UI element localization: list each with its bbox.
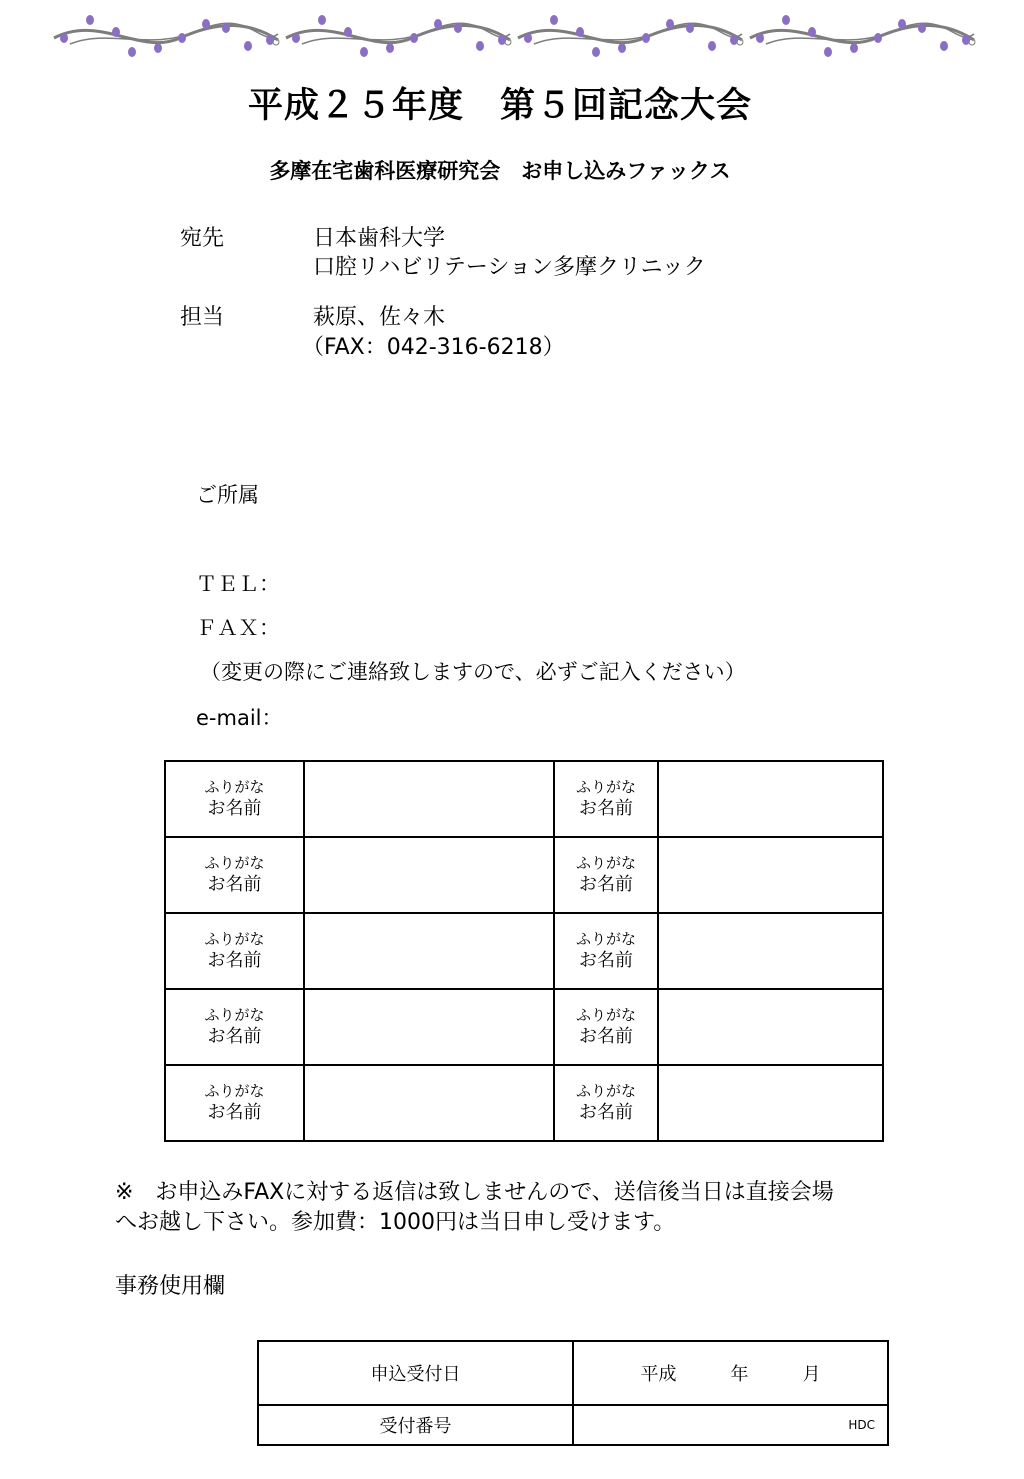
furigana-label: ふりがな (575, 930, 636, 948)
affiliation-label: ご所属 (196, 483, 259, 507)
flower-bud (178, 33, 186, 43)
flower-bud (666, 19, 674, 29)
name-label: お名前 (579, 950, 633, 971)
reply-note-line2: へお越し下さい。参加費：1000円は当日申し受けます。 (115, 1210, 676, 1235)
flower-bud (808, 27, 816, 37)
table-row (165, 989, 883, 1065)
flower-bud (454, 23, 462, 33)
flower-bud (782, 15, 790, 25)
change-note: （変更の際にご連絡致しますので、必ずご記入ください） (200, 660, 746, 684)
table-row (258, 1405, 888, 1445)
flower-bud (266, 35, 274, 45)
flower-bud (874, 33, 882, 43)
furigana-label: ふりがな (575, 1006, 636, 1024)
vine-stem (750, 25, 974, 42)
vine-stem (54, 25, 278, 42)
furigana-label: ふりがな (575, 1082, 636, 1100)
tel-label: ＴＥＬ： (196, 572, 280, 596)
flower-bud (318, 15, 326, 25)
recipient-label: 宛先 (180, 226, 225, 251)
flower-bud (476, 41, 484, 51)
flower-bud (154, 43, 162, 53)
flower-bud (618, 43, 626, 53)
received-date-field[interactable] (573, 1341, 888, 1405)
flower-bud (550, 15, 558, 25)
name-label: お名前 (207, 950, 262, 971)
office-use-table (257, 1340, 889, 1446)
era-label: 平成 (640, 1364, 677, 1385)
attendee-table (164, 760, 884, 1142)
name-input-cell[interactable] (304, 837, 554, 913)
name-input-cell[interactable] (658, 1065, 883, 1141)
reply-note-line1: ※ お申込みFAXに対する返信は致しませんので、送信後当日は直接会場 (115, 1180, 834, 1205)
flower-bud (360, 47, 368, 57)
flower-bud (410, 33, 418, 43)
page-title: 平成２５年度 第５回記念大会 (247, 86, 752, 126)
flower-bud (898, 19, 906, 29)
contact-label: 担当 (180, 305, 225, 330)
name-label: お名前 (579, 1102, 633, 1123)
flower-bud (524, 33, 532, 43)
furigana-label: ふりがな (204, 930, 265, 948)
name-label: お名前 (207, 1026, 262, 1047)
flower-bud (112, 27, 120, 37)
flower-bud (128, 47, 136, 57)
table-row (258, 1341, 888, 1405)
fax-label: ＦＡＸ： (196, 616, 280, 640)
year-label: 年 (730, 1364, 749, 1385)
flower-bud (918, 23, 926, 33)
flower-bud (576, 27, 584, 37)
name-label: お名前 (579, 1026, 633, 1047)
flower-bud (708, 41, 716, 51)
receipt-number-field[interactable] (573, 1405, 888, 1445)
name-input-cell[interactable] (658, 761, 883, 837)
furigana-label: ふりがな (575, 778, 636, 796)
name-label-cell (554, 761, 658, 837)
furigana-label: ふりがな (204, 1006, 265, 1024)
flower-bud (962, 35, 970, 45)
name-input-cell[interactable] (658, 989, 883, 1065)
flower-bud (86, 15, 94, 25)
flower-bud (344, 27, 352, 37)
name-input-cell[interactable] (658, 837, 883, 913)
flower-bud (686, 23, 694, 33)
flower-bud (202, 19, 210, 29)
recipient-line2: 口腔リハビリテーション多摩クリニック (313, 255, 706, 280)
flower-bud (386, 43, 394, 53)
flower-bud (940, 41, 948, 51)
name-input-cell[interactable] (658, 913, 883, 989)
flower-bud (498, 35, 506, 45)
name-label: お名前 (207, 874, 262, 895)
name-label: お名前 (579, 798, 633, 819)
received-date-label: 申込受付日 (258, 1341, 573, 1405)
table-row (165, 1065, 883, 1141)
page-subtitle: 多摩在宅歯科医療研究会 お申し込みファックス (269, 159, 731, 183)
name-label-cell (165, 1065, 304, 1141)
flower-bud (824, 47, 832, 57)
furigana-label: ふりがな (204, 854, 265, 872)
furigana-label: ふりがな (575, 854, 636, 872)
name-label-cell (554, 913, 658, 989)
flower-bud (850, 43, 858, 53)
month-label: 月 (802, 1364, 821, 1385)
flower-bud (292, 33, 300, 43)
contact-names: 萩原、佐々木 (313, 305, 446, 330)
receipt-code: HDC (848, 1418, 875, 1432)
contact-fax: （FAX：042-316-6218） (302, 335, 565, 360)
name-label: お名前 (207, 798, 262, 819)
vine-stem (518, 25, 742, 42)
table-row (165, 913, 883, 989)
flower-bud (730, 35, 738, 45)
table-row (165, 761, 883, 837)
office-use-heading: 事務使用欄 (115, 1274, 226, 1299)
table-row (165, 837, 883, 913)
receipt-number-label: 受付番号 (258, 1405, 573, 1445)
email-label: e-mail： (196, 706, 283, 730)
furigana-label: ふりがな (204, 778, 265, 796)
flower-bud (244, 41, 252, 51)
name-label-cell (165, 989, 304, 1065)
name-label-cell (554, 1065, 658, 1141)
name-label: お名前 (579, 874, 633, 895)
name-label-cell (554, 837, 658, 913)
vine-stem (286, 25, 510, 42)
name-label: お名前 (207, 1102, 262, 1123)
flower-bud (592, 47, 600, 57)
flower-bud (756, 33, 764, 43)
flower-bud (642, 33, 650, 43)
recipient-line1: 日本歯科大学 (313, 226, 446, 251)
name-input-cell[interactable] (304, 989, 554, 1065)
name-input-cell[interactable] (304, 913, 554, 989)
furigana-label: ふりがな (204, 1082, 265, 1100)
name-input-cell[interactable] (304, 1065, 554, 1141)
flower-bud (60, 33, 68, 43)
flower-bud (222, 23, 230, 33)
floral-vine-border (50, 8, 980, 64)
name-label-cell (554, 989, 658, 1065)
name-label-cell (165, 761, 304, 837)
reply-note (115, 1178, 945, 1238)
name-label-cell (165, 837, 304, 913)
name-label-cell (165, 913, 304, 989)
flower-bud (434, 19, 442, 29)
name-input-cell[interactable] (304, 761, 554, 837)
